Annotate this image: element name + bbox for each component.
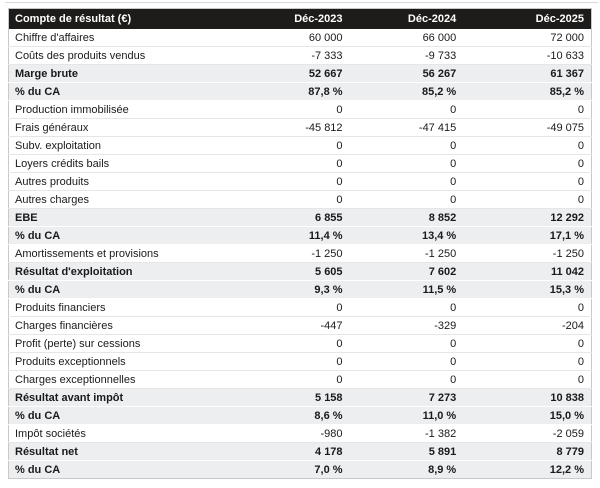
- table-row: [9, 227, 592, 245]
- cell-value: 12 292: [463, 209, 591, 227]
- cell-value: -49 075: [463, 119, 591, 137]
- cell-value: 0: [350, 155, 464, 173]
- row-label: % du CA: [9, 461, 236, 479]
- row-label: Impôt sociétés: [9, 425, 236, 443]
- cell-value: 0: [463, 101, 591, 119]
- cell-value: 0: [350, 173, 464, 191]
- row-label: % du CA: [9, 83, 236, 101]
- cell-value: 0: [350, 137, 464, 155]
- cell-value: 7 602: [350, 263, 464, 281]
- cell-value: 0: [463, 155, 591, 173]
- table-row: [9, 389, 592, 407]
- cell-value: -10 633: [463, 47, 591, 65]
- cell-value: 0: [463, 137, 591, 155]
- table-row: [9, 65, 592, 83]
- cell-value: 7,0 %: [236, 461, 350, 479]
- column-header-dec-2024: Déc-2024: [350, 9, 464, 30]
- cell-value: 0: [236, 101, 350, 119]
- row-label: Profit (perte) sur cessions: [9, 335, 236, 353]
- cell-value: 0: [236, 335, 350, 353]
- row-label: Produits financiers: [9, 299, 236, 317]
- cell-value: 6 855: [236, 209, 350, 227]
- top-divider: [5, 2, 598, 3]
- table-row: [9, 263, 592, 281]
- cell-value: 8,6 %: [236, 407, 350, 425]
- table-row: [9, 119, 592, 137]
- cell-value: 0: [236, 137, 350, 155]
- cell-value: 15,0 %: [463, 407, 591, 425]
- cell-value: 0: [350, 191, 464, 209]
- cell-value: 0: [463, 335, 591, 353]
- cell-value: -980: [236, 425, 350, 443]
- cell-value: 11,5 %: [350, 281, 464, 299]
- table-row: [9, 425, 592, 443]
- cell-value: 0: [236, 353, 350, 371]
- row-label: % du CA: [9, 281, 236, 299]
- table-row: [9, 209, 592, 227]
- cell-value: -447: [236, 317, 350, 335]
- table-row: [9, 335, 592, 353]
- cell-value: 7 273: [350, 389, 464, 407]
- cell-value: 56 267: [350, 65, 464, 83]
- table-row: [9, 83, 592, 101]
- cell-value: 60 000: [236, 29, 350, 47]
- cell-value: 13,4 %: [350, 227, 464, 245]
- cell-value: 0: [463, 299, 591, 317]
- row-label: Marge brute: [9, 65, 236, 83]
- cell-value: 0: [350, 101, 464, 119]
- table-row: [9, 47, 592, 65]
- cell-value: 4 178: [236, 443, 350, 461]
- row-label: Chiffre d'affaires: [9, 29, 236, 47]
- row-label: Autres produits: [9, 173, 236, 191]
- table-row: [9, 371, 592, 389]
- cell-value: 85,2 %: [350, 83, 464, 101]
- cell-value: -7 333: [236, 47, 350, 65]
- cell-value: 5 158: [236, 389, 350, 407]
- cell-value: -9 733: [350, 47, 464, 65]
- cell-value: 87,8 %: [236, 83, 350, 101]
- row-label: % du CA: [9, 407, 236, 425]
- column-header-dec-2025: Déc-2025: [463, 9, 591, 30]
- cell-value: 66 000: [350, 29, 464, 47]
- cell-value: 0: [236, 155, 350, 173]
- cell-value: 72 000: [463, 29, 591, 47]
- row-label: Résultat d'exploitation: [9, 263, 236, 281]
- cell-value: 0: [463, 191, 591, 209]
- cell-value: 0: [236, 299, 350, 317]
- row-label: Amortissements et provisions: [9, 245, 236, 263]
- cell-value: 0: [350, 299, 464, 317]
- cell-value: 8,9 %: [350, 461, 464, 479]
- table-row: [9, 461, 592, 479]
- row-label: Charges exceptionnelles: [9, 371, 236, 389]
- cell-value: 0: [350, 353, 464, 371]
- cell-value: -204: [463, 317, 591, 335]
- cell-value: -1 250: [350, 245, 464, 263]
- cell-value: -1 250: [236, 245, 350, 263]
- table-row: [9, 299, 592, 317]
- table-row: [9, 443, 592, 461]
- table-header-row: [9, 9, 592, 30]
- cell-value: 15,3 %: [463, 281, 591, 299]
- column-header-dec-2023: Déc-2023: [236, 9, 350, 30]
- row-label: Résultat avant impôt: [9, 389, 236, 407]
- cell-value: 0: [236, 173, 350, 191]
- income-statement-table: [8, 8, 592, 479]
- table-row: [9, 137, 592, 155]
- cell-value: 0: [463, 353, 591, 371]
- row-label: Produits exceptionnels: [9, 353, 236, 371]
- cell-value: 5 605: [236, 263, 350, 281]
- table-row: [9, 101, 592, 119]
- cell-value: 85,2 %: [463, 83, 591, 101]
- row-label: EBE: [9, 209, 236, 227]
- row-label: Loyers crédits bails: [9, 155, 236, 173]
- cell-value: -2 059: [463, 425, 591, 443]
- cell-value: -1 250: [463, 245, 591, 263]
- table-row: [9, 29, 592, 47]
- row-label: Charges financières: [9, 317, 236, 335]
- table-row: [9, 281, 592, 299]
- cell-value: 0: [236, 191, 350, 209]
- table-row: [9, 191, 592, 209]
- cell-value: 0: [350, 335, 464, 353]
- cell-value: 17,1 %: [463, 227, 591, 245]
- row-label: Production immobilisée: [9, 101, 236, 119]
- row-label: Subv. exploitation: [9, 137, 236, 155]
- table-row: [9, 353, 592, 371]
- cell-value: 8 779: [463, 443, 591, 461]
- row-label: % du CA: [9, 227, 236, 245]
- table-row: [9, 407, 592, 425]
- cell-value: 9,3 %: [236, 281, 350, 299]
- table-row: [9, 317, 592, 335]
- cell-value: 0: [350, 371, 464, 389]
- cell-value: 10 838: [463, 389, 591, 407]
- cell-value: 11,4 %: [236, 227, 350, 245]
- table-body: [9, 29, 592, 479]
- cell-value: 11 042: [463, 263, 591, 281]
- row-label: Frais généraux: [9, 119, 236, 137]
- column-header-account: Compte de résultat (€): [9, 9, 236, 30]
- cell-value: 5 891: [350, 443, 464, 461]
- row-label: Résultat net: [9, 443, 236, 461]
- row-label: Coûts des produits vendus: [9, 47, 236, 65]
- table-row: [9, 245, 592, 263]
- cell-value: -47 415: [350, 119, 464, 137]
- cell-value: -1 382: [350, 425, 464, 443]
- cell-value: 61 367: [463, 65, 591, 83]
- cell-value: 11,0 %: [350, 407, 464, 425]
- cell-value: 0: [463, 173, 591, 191]
- cell-value: -329: [350, 317, 464, 335]
- row-label: Autres charges: [9, 191, 236, 209]
- cell-value: -45 812: [236, 119, 350, 137]
- table-row: [9, 173, 592, 191]
- cell-value: 12,2 %: [463, 461, 591, 479]
- cell-value: 8 852: [350, 209, 464, 227]
- table-row: [9, 155, 592, 173]
- cell-value: 0: [463, 371, 591, 389]
- cell-value: 52 667: [236, 65, 350, 83]
- cell-value: 0: [236, 371, 350, 389]
